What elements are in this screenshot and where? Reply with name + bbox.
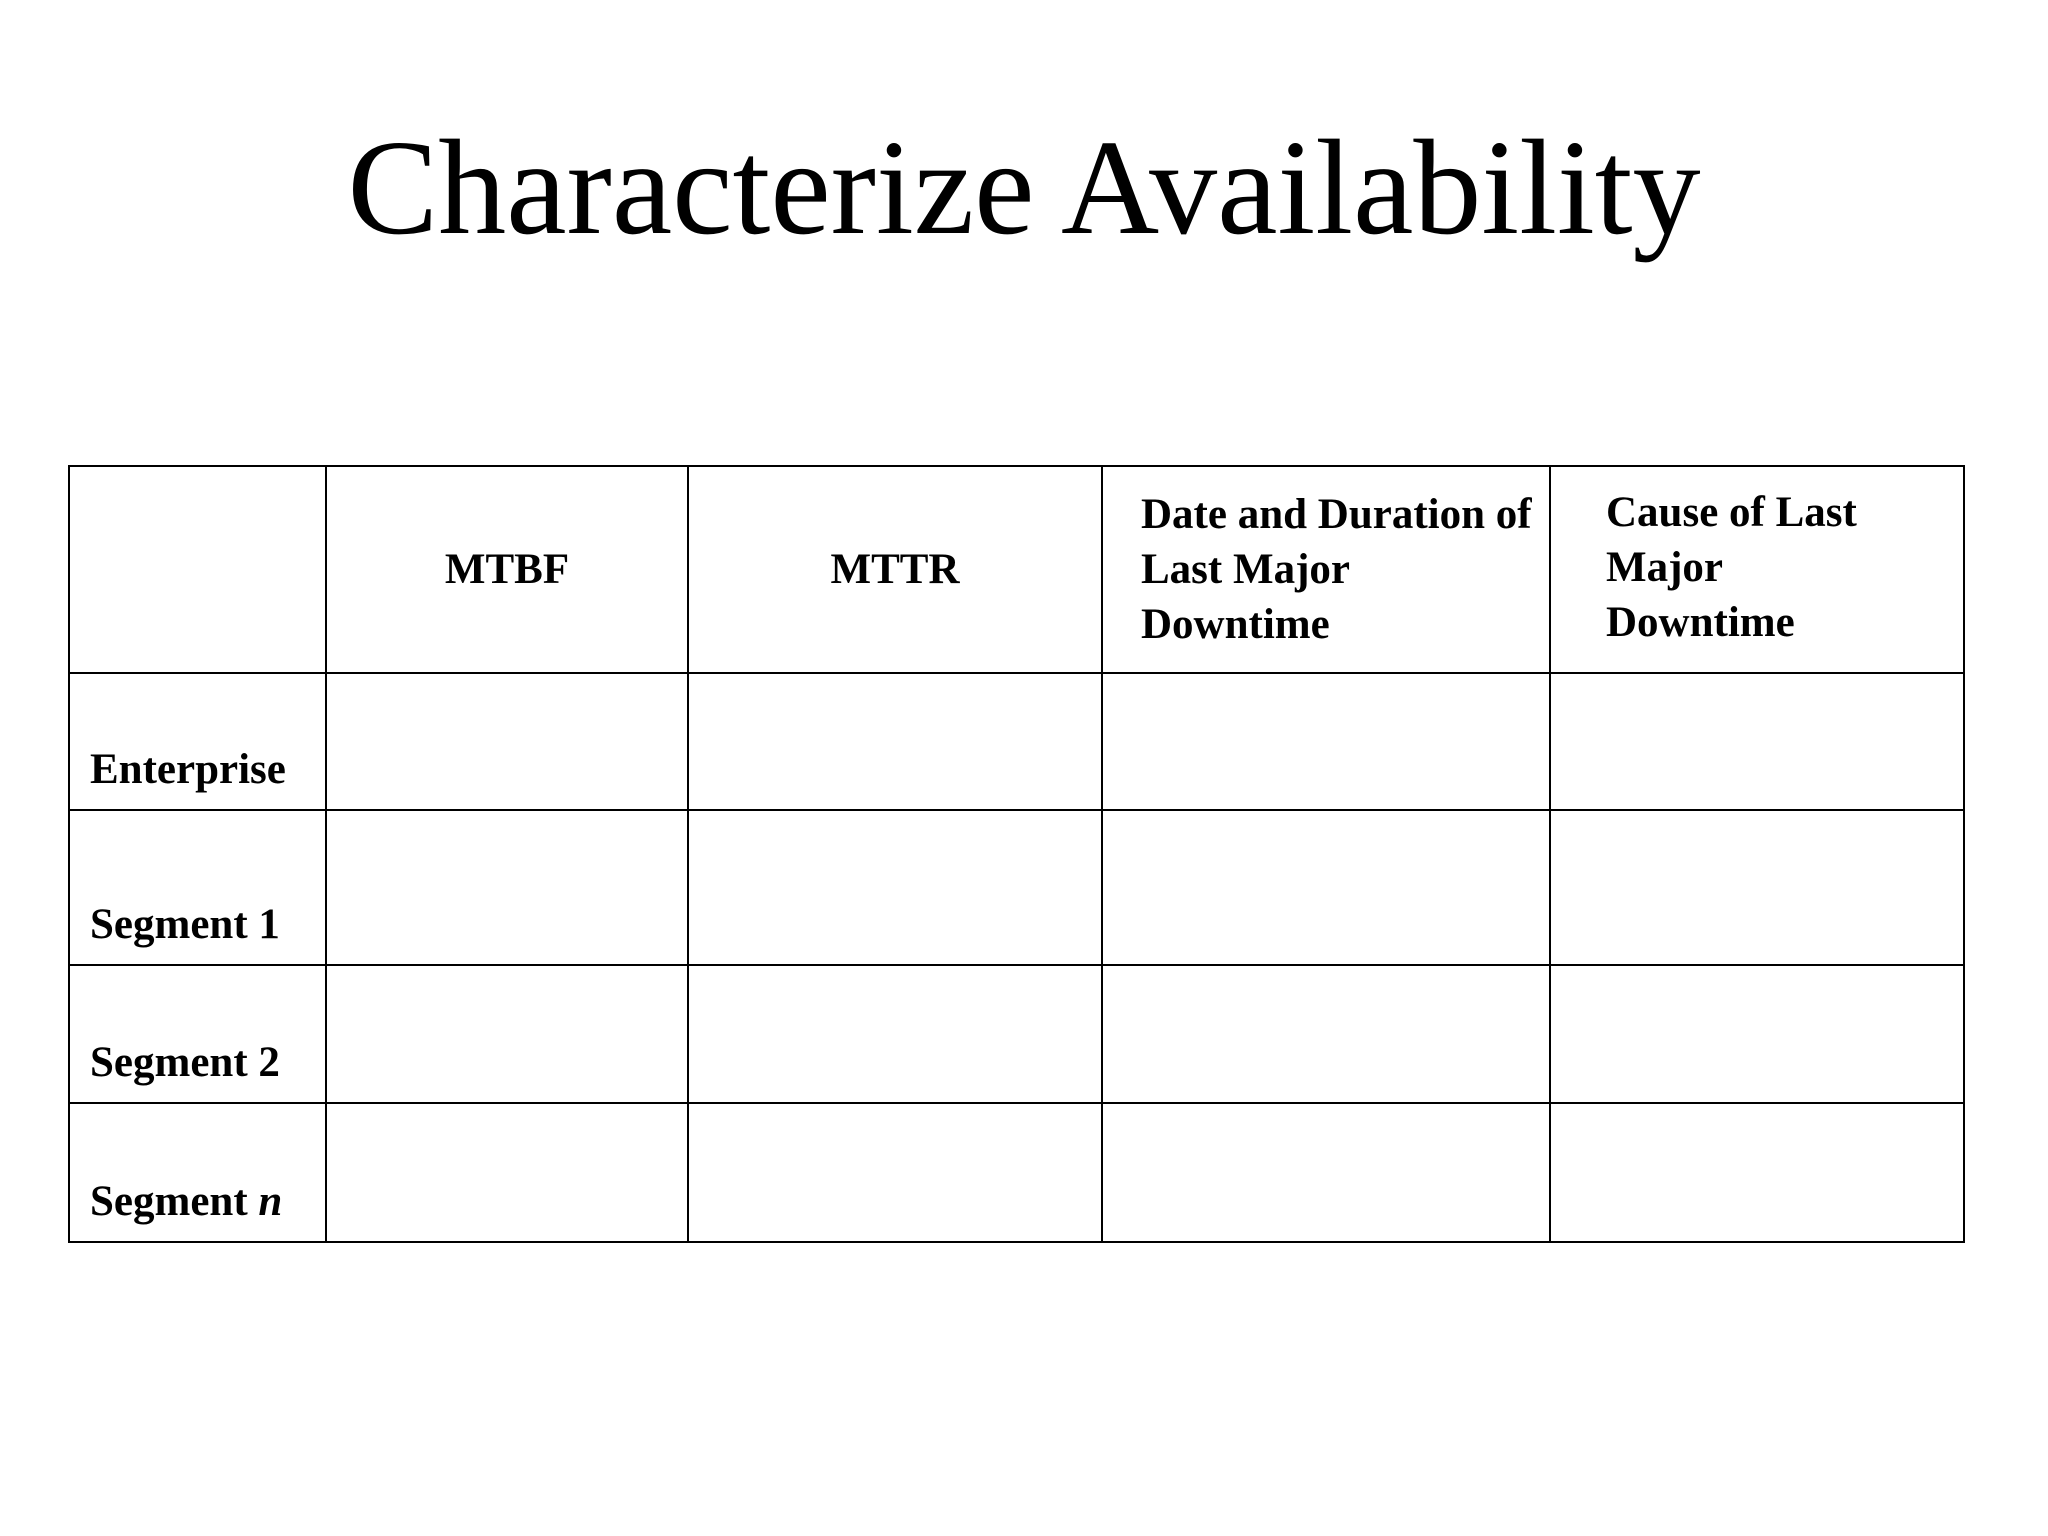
slide-title: Characterize Availability xyxy=(347,113,1701,263)
row-label-segment-n-variable: n xyxy=(258,1178,283,1225)
header-corner-cell xyxy=(69,466,326,673)
header-cause xyxy=(1550,466,1964,673)
table-row xyxy=(69,1103,1964,1242)
row-label-enterprise: Enterprise xyxy=(69,673,326,810)
row-label-segment-1: Segment 1 xyxy=(69,810,326,965)
table-row xyxy=(69,673,1964,810)
table-cell xyxy=(1550,1103,1964,1242)
header-date-line-1: Date and Duration of xyxy=(1141,491,1532,538)
table-cell xyxy=(326,673,688,810)
header-date-line-2: Last Major xyxy=(1141,546,1350,593)
table-cell xyxy=(688,810,1102,965)
table-cell xyxy=(688,1103,1102,1242)
header-date-duration xyxy=(1102,466,1550,673)
table-row xyxy=(69,965,1964,1103)
header-date-line-3: Downtime xyxy=(1141,601,1330,648)
header-mttr: MTTR xyxy=(688,466,1102,673)
table-cell xyxy=(688,673,1102,810)
table-cell xyxy=(1550,810,1964,965)
table-cell xyxy=(326,1103,688,1242)
table-cell xyxy=(1550,673,1964,810)
row-label-segment-n-prefix: Segment xyxy=(90,1178,259,1225)
table-cell xyxy=(1550,965,1964,1103)
row-label-segment-2: Segment 2 xyxy=(69,965,326,1103)
table-cell xyxy=(1102,673,1550,810)
header-cause-line-1: Cause of Last xyxy=(1606,489,1857,536)
header-cause-line-3: Downtime xyxy=(1606,599,1795,646)
table-cell xyxy=(326,965,688,1103)
table-row xyxy=(69,810,1964,965)
availability-table xyxy=(68,465,1965,1243)
table-cell xyxy=(1102,810,1550,965)
table-cell xyxy=(688,965,1102,1103)
table-cell xyxy=(1102,965,1550,1103)
table-cell xyxy=(326,810,688,965)
header-mtbf: MTBF xyxy=(326,466,688,673)
table-header-row xyxy=(69,466,1964,673)
row-label-segment-n xyxy=(69,1103,326,1242)
header-cause-line-2: Major xyxy=(1606,544,1723,591)
table-cell xyxy=(1102,1103,1550,1242)
